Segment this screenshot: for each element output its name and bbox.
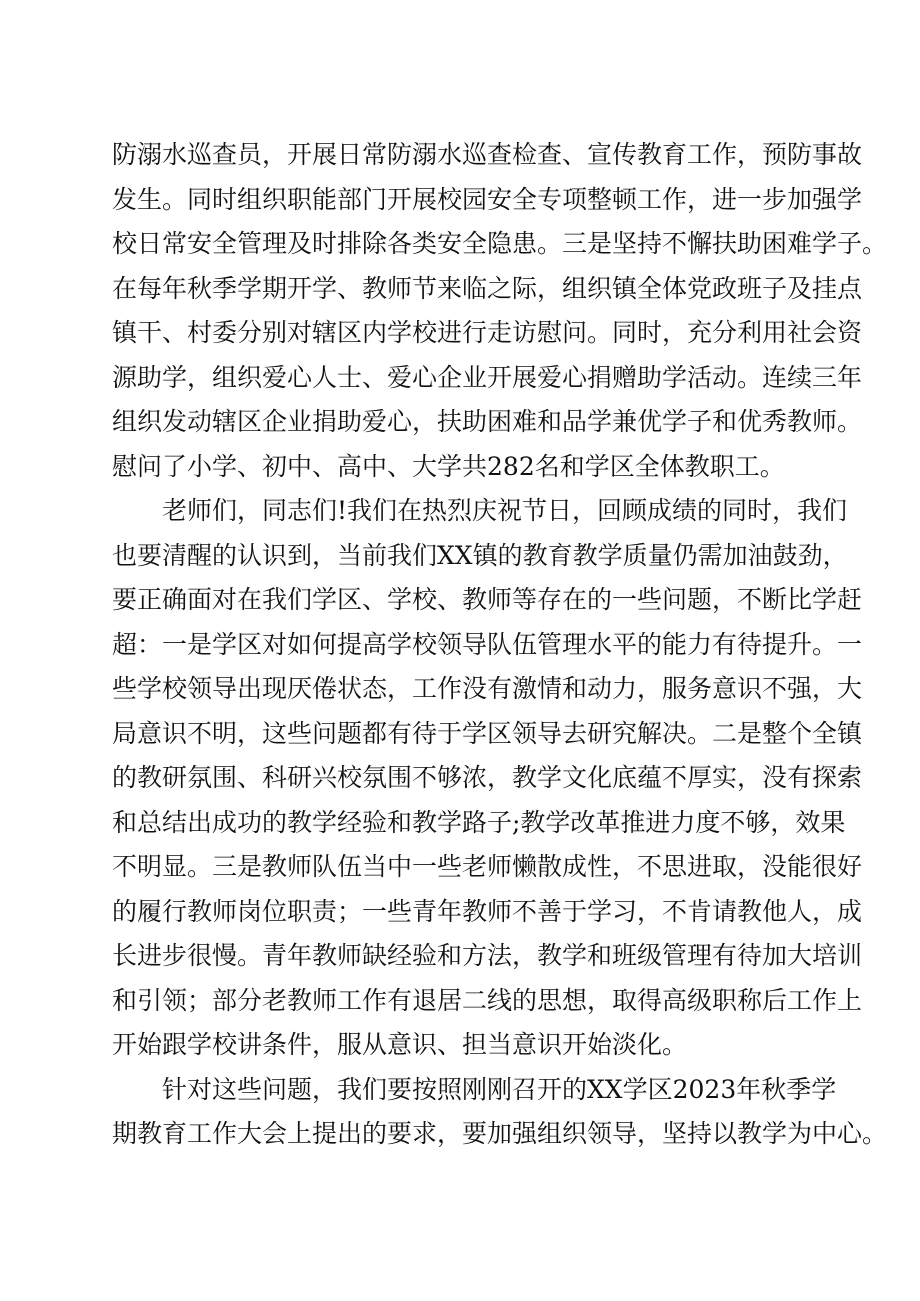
- text-line: 在每年秋季学期开学、教师节来临之际，组织镇全体党政班子及挂点: [112, 273, 863, 303]
- text-line: 不明显。三是教师队伍当中一些老师懒散成性，不思进取，没能很好: [112, 852, 863, 881]
- text-line: 些学校领导出现厌倦状态，工作没有激情和动力，服务意识不强，大: [112, 674, 863, 703]
- text-line: 老师们，同志们!我们在热烈庆祝节日，回顾成绩的同时，我们: [162, 496, 848, 525]
- text-line: 要正确面对在我们学区、学校、教师等存在的一些问题，不断比学赶: [112, 585, 863, 614]
- text-line: 超：一是学区对如何提高学校领导队伍管理水平的能力有待提升。一: [112, 629, 863, 659]
- text-line: 开始跟学校讲条件，服从意识、担当意识开始淡化。: [112, 1030, 688, 1059]
- text-line: 局意识不明，这些问题都有待于学区领导去研究解决。二是整个全镇: [112, 718, 863, 748]
- text-line: 和引领；部分老教师工作有退居二线的思想，取得高级职称后工作上: [112, 985, 863, 1015]
- text-line: 期教育工作大会上提出的要求，要加强组织领导，坚持以教学为中心。: [112, 1119, 888, 1148]
- text-line: 的履行教师岗位职责；一些青年教师不善于学习，不肯请教他人，成: [112, 896, 863, 926]
- text-line: 校日常安全管理及时排除各类安全隐患。三是坚持不懈扶助困难学子。: [112, 229, 888, 258]
- text-line: 也要清醒的认识到，当前我们XX镇的教育教学质量仍需加油鼓劲，: [112, 540, 848, 570]
- paragraph-2: [112, 489, 863, 1068]
- text-line: 发生。同时组织职能部门开展校园安全专项整顿工作，进一步加强学: [112, 184, 863, 214]
- text-line: 源助学，组织爱心人士、爱心企业开展爱心捐赠助学活动。连续三年: [112, 362, 863, 392]
- document-body: [112, 133, 888, 1157]
- text-line: 慰问了小学、初中、高中、大学共282名和学区全体教职工。: [112, 451, 785, 481]
- paragraph-1: [112, 133, 888, 489]
- text-line: 的教研氛围、科研兴校氛围不够浓，教学文化底蕴不厚实，没有探索: [112, 763, 863, 792]
- paragraph-3: [112, 1068, 888, 1157]
- text-line: 长进步很慢。青年教师缺经验和方法，教学和班级管理有待加大培训: [112, 941, 863, 970]
- text-line: 组织发动辖区企业捐助爱心，扶助困难和品学兼优学子和优秀教师。: [112, 407, 863, 436]
- text-line: 防溺水巡查员，开展日常防溺水巡查检查、宣传教育工作，预防事故: [112, 140, 863, 169]
- text-line: 镇干、村委分别对辖区内学校进行走访慰问。同时，充分利用社会资: [112, 318, 863, 347]
- text-line: 针对这些问题，我们要按照刚刚召开的XX学区2023年秋季学: [162, 1074, 837, 1104]
- text-line: 和总结出成功的教学经验和教学路子;教学改革推进力度不够，效果: [112, 807, 846, 837]
